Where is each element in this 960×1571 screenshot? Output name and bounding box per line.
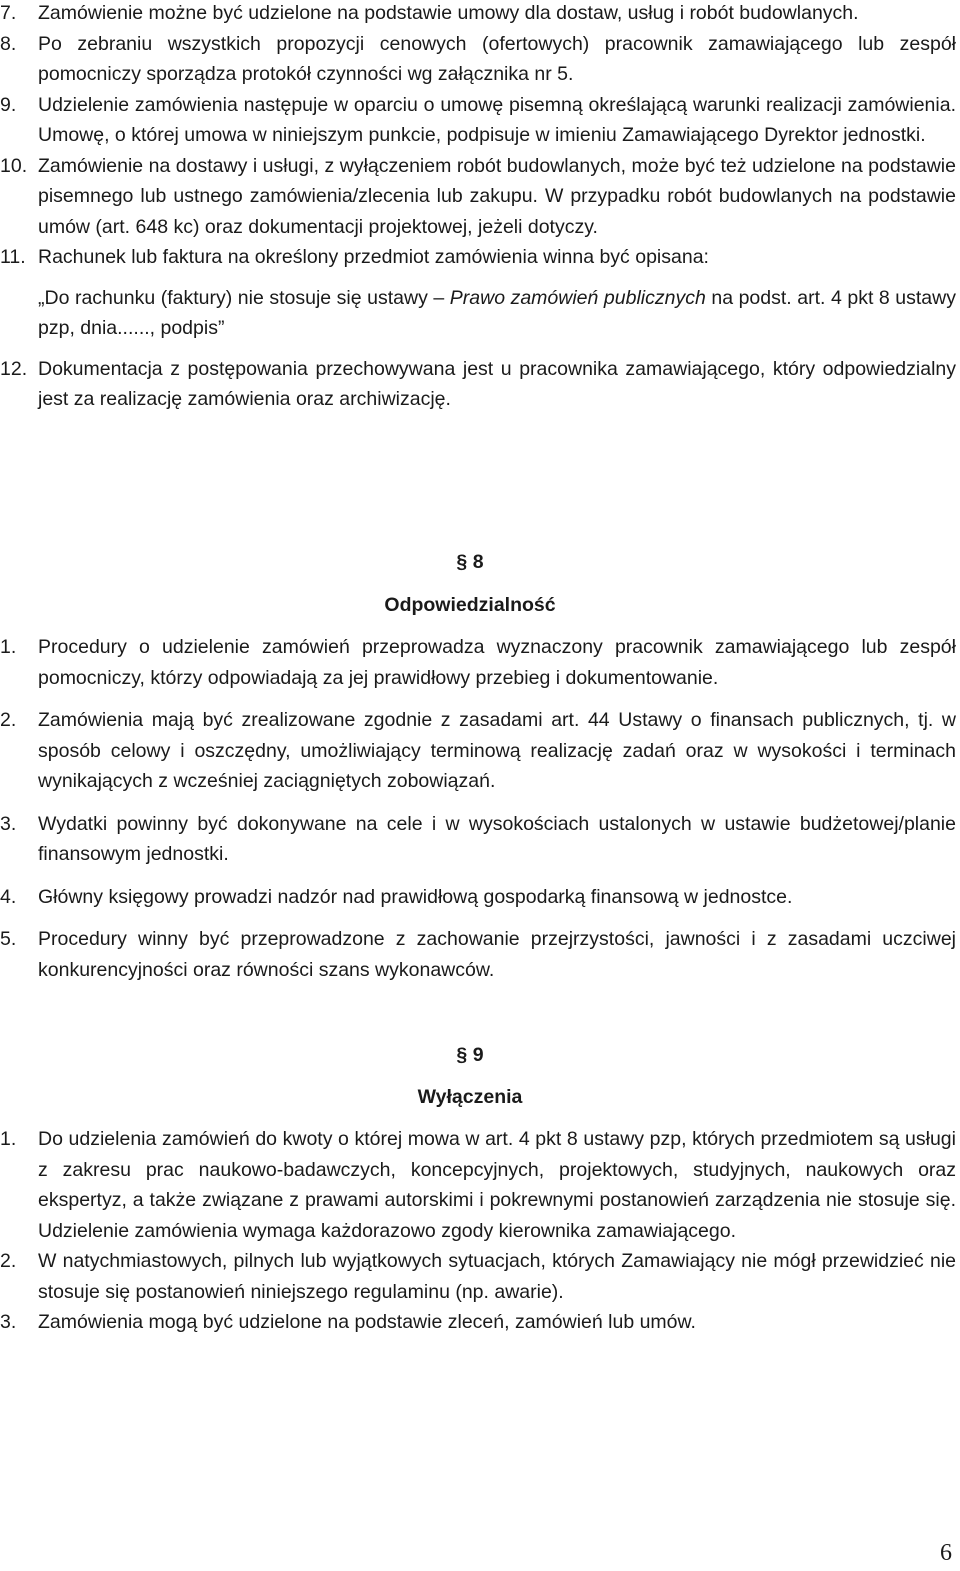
item-number: 11.	[0, 246, 26, 268]
item-text: Główny księgowy prowadzi nadzór nad prawidłową gospodarką finansową w jednostce.	[38, 885, 793, 908]
section-9-title: Wyłączenia	[417, 1086, 523, 1108]
section-number: 9	[472, 1044, 484, 1066]
list-item-10	[0, 151, 960, 243]
item-number: 7.	[0, 2, 17, 24]
item-text: Dokumentacja z postępowania przechowywana jest u pracownika zamawiającego, który odpowiedzialny jest za realizację zamówienia oraz archiwizację.	[38, 357, 956, 410]
item-text: Zamówienie na dostawy i usługi, z wyłączeniem robót budowlanych, może być też udzielone na podstawie pisemnego lub ustnego zamówienia/zlecenia lub zakupu. W przypadku robót budowlanych na podstawie umów (art. 648 kc) oraz dokumentacji projektowej, jeżeli dotyczy.	[38, 154, 956, 238]
item-number: 9.	[0, 93, 17, 116]
section-8-title: Odpowiedzialność	[384, 594, 556, 616]
section-8-number	[0, 547, 940, 577]
item-text: Rachunek lub faktura na określony przedmiot zamówienia winna być opisana:	[38, 246, 709, 268]
list-item	[0, 632, 960, 693]
quote-text-after: na podst. art. 4 pkt 8 ustawy pzp, dnia......, podpis”	[38, 286, 956, 339]
item-number: 4.	[0, 885, 17, 908]
item-number: 1.	[0, 1128, 17, 1150]
item-number: 3.	[0, 812, 17, 835]
item-text: Zamówienie możne być udzielone na podstawie umowy dla dostaw, usług i robót budowlanych.	[38, 2, 859, 24]
list-item	[0, 705, 960, 797]
quote-text-before: „Do rachunku (faktury) nie stosuje się ustawy –	[38, 286, 450, 309]
list-top	[0, 0, 960, 415]
list-item-8	[0, 29, 960, 90]
list-item	[0, 924, 960, 985]
item-number: 10.	[0, 154, 28, 177]
item-text: Procedury o udzielenie zamówień przeprowadza wyznaczony pracownik zamawiającego lub zespół pomocniczy, którzy odpowiadają za jej prawidłowy przebieg i dokumentowanie.	[38, 636, 956, 689]
item-text: Udzielenie zamówienia następuje w oparciu o umowę pisemną określającą warunki realizacji zamówienia. Umowę, o której umowa w niniejszym punkcie, podpisuje w imieniu Zamawiającego Dyrektor jednostki.	[38, 93, 956, 146]
list-section-8	[0, 632, 960, 985]
section-number: 8	[472, 551, 484, 573]
item-text: W natychmiastowych, pilnych lub wyjątkowych sytuacjach, których Zamawiający nie mógł przewidzieć nie stosuje się postanowień niniejszego regulaminu (np. awarie).	[38, 1250, 956, 1303]
list-item-11	[0, 242, 960, 273]
item-number: 5.	[0, 928, 17, 950]
list-item	[0, 882, 960, 913]
quote-text-italic: Prawo zamówień publicznych	[449, 286, 706, 309]
section-sign: §	[456, 551, 468, 573]
item-number: 2.	[0, 709, 17, 731]
item-text: Wydatki powinny być dokonywane na cele i w wysokościach ustalonych w ustawie budżetowej/planie finansowym jednostki.	[38, 812, 956, 865]
item-text: Zamówienia mają być zrealizowane zgodnie z zasadami art. 44 Ustawy o finansach publicznych, tj. w sposób celowy i oszczędny, umożliwiający terminową realizację zadań oraz w wysokości i terminach wynikających z wcześniej zaciągniętych zobowiązań.	[38, 709, 956, 792]
item-number: 3.	[0, 1311, 17, 1333]
item-number: 8.	[0, 32, 17, 55]
item-text: Po zebraniu wszystkich propozycji cenowych (ofertowych) pracownik zamawiającego lub zespół pomocniczy sporządza protokół czynności wg załącznika nr 5.	[38, 32, 956, 85]
page-number: 6	[940, 1540, 952, 1566]
list-item	[0, 1307, 960, 1338]
item-text: Zamówienia mogą być udzielone na podstawie zleceń, zamówień lub umów.	[38, 1311, 696, 1333]
list-section-9	[0, 1124, 960, 1338]
list-item-12	[0, 354, 960, 415]
item-number: 12.	[0, 357, 28, 380]
item-number: 1.	[0, 636, 17, 658]
item-text: Procedury winny być przeprowadzone z zachowanie przejrzystości, jawności i z zasadami uczciwej konkurencyjności oraz równości szans wykonawców.	[38, 928, 956, 981]
list-item-9	[0, 90, 960, 151]
list-item	[0, 1124, 960, 1246]
item-number: 2.	[0, 1250, 17, 1272]
section-9-number	[0, 1040, 940, 1070]
list-item	[0, 1246, 960, 1307]
section-sign: §	[456, 1044, 468, 1066]
list-item	[0, 809, 960, 870]
item-text: Do udzielenia zamówień do kwoty o której mowa w art. 4 pkt 8 ustawy pzp, których przedmiotem są usługi z zakresu prac naukowo-badawczych, koncepcyjnych, projektowych, studyjnych, naukowych oraz ekspertyz, a także związane z prawami autorskimi i pokrewnymi postanowień zarządzenia nie stosuje się. Udzielenie zamówienia wymaga każdorazowo zgody kierownika zamawiającego.	[38, 1128, 956, 1242]
invoice-annotation-quote	[0, 283, 960, 344]
list-item-7	[0, 0, 960, 29]
